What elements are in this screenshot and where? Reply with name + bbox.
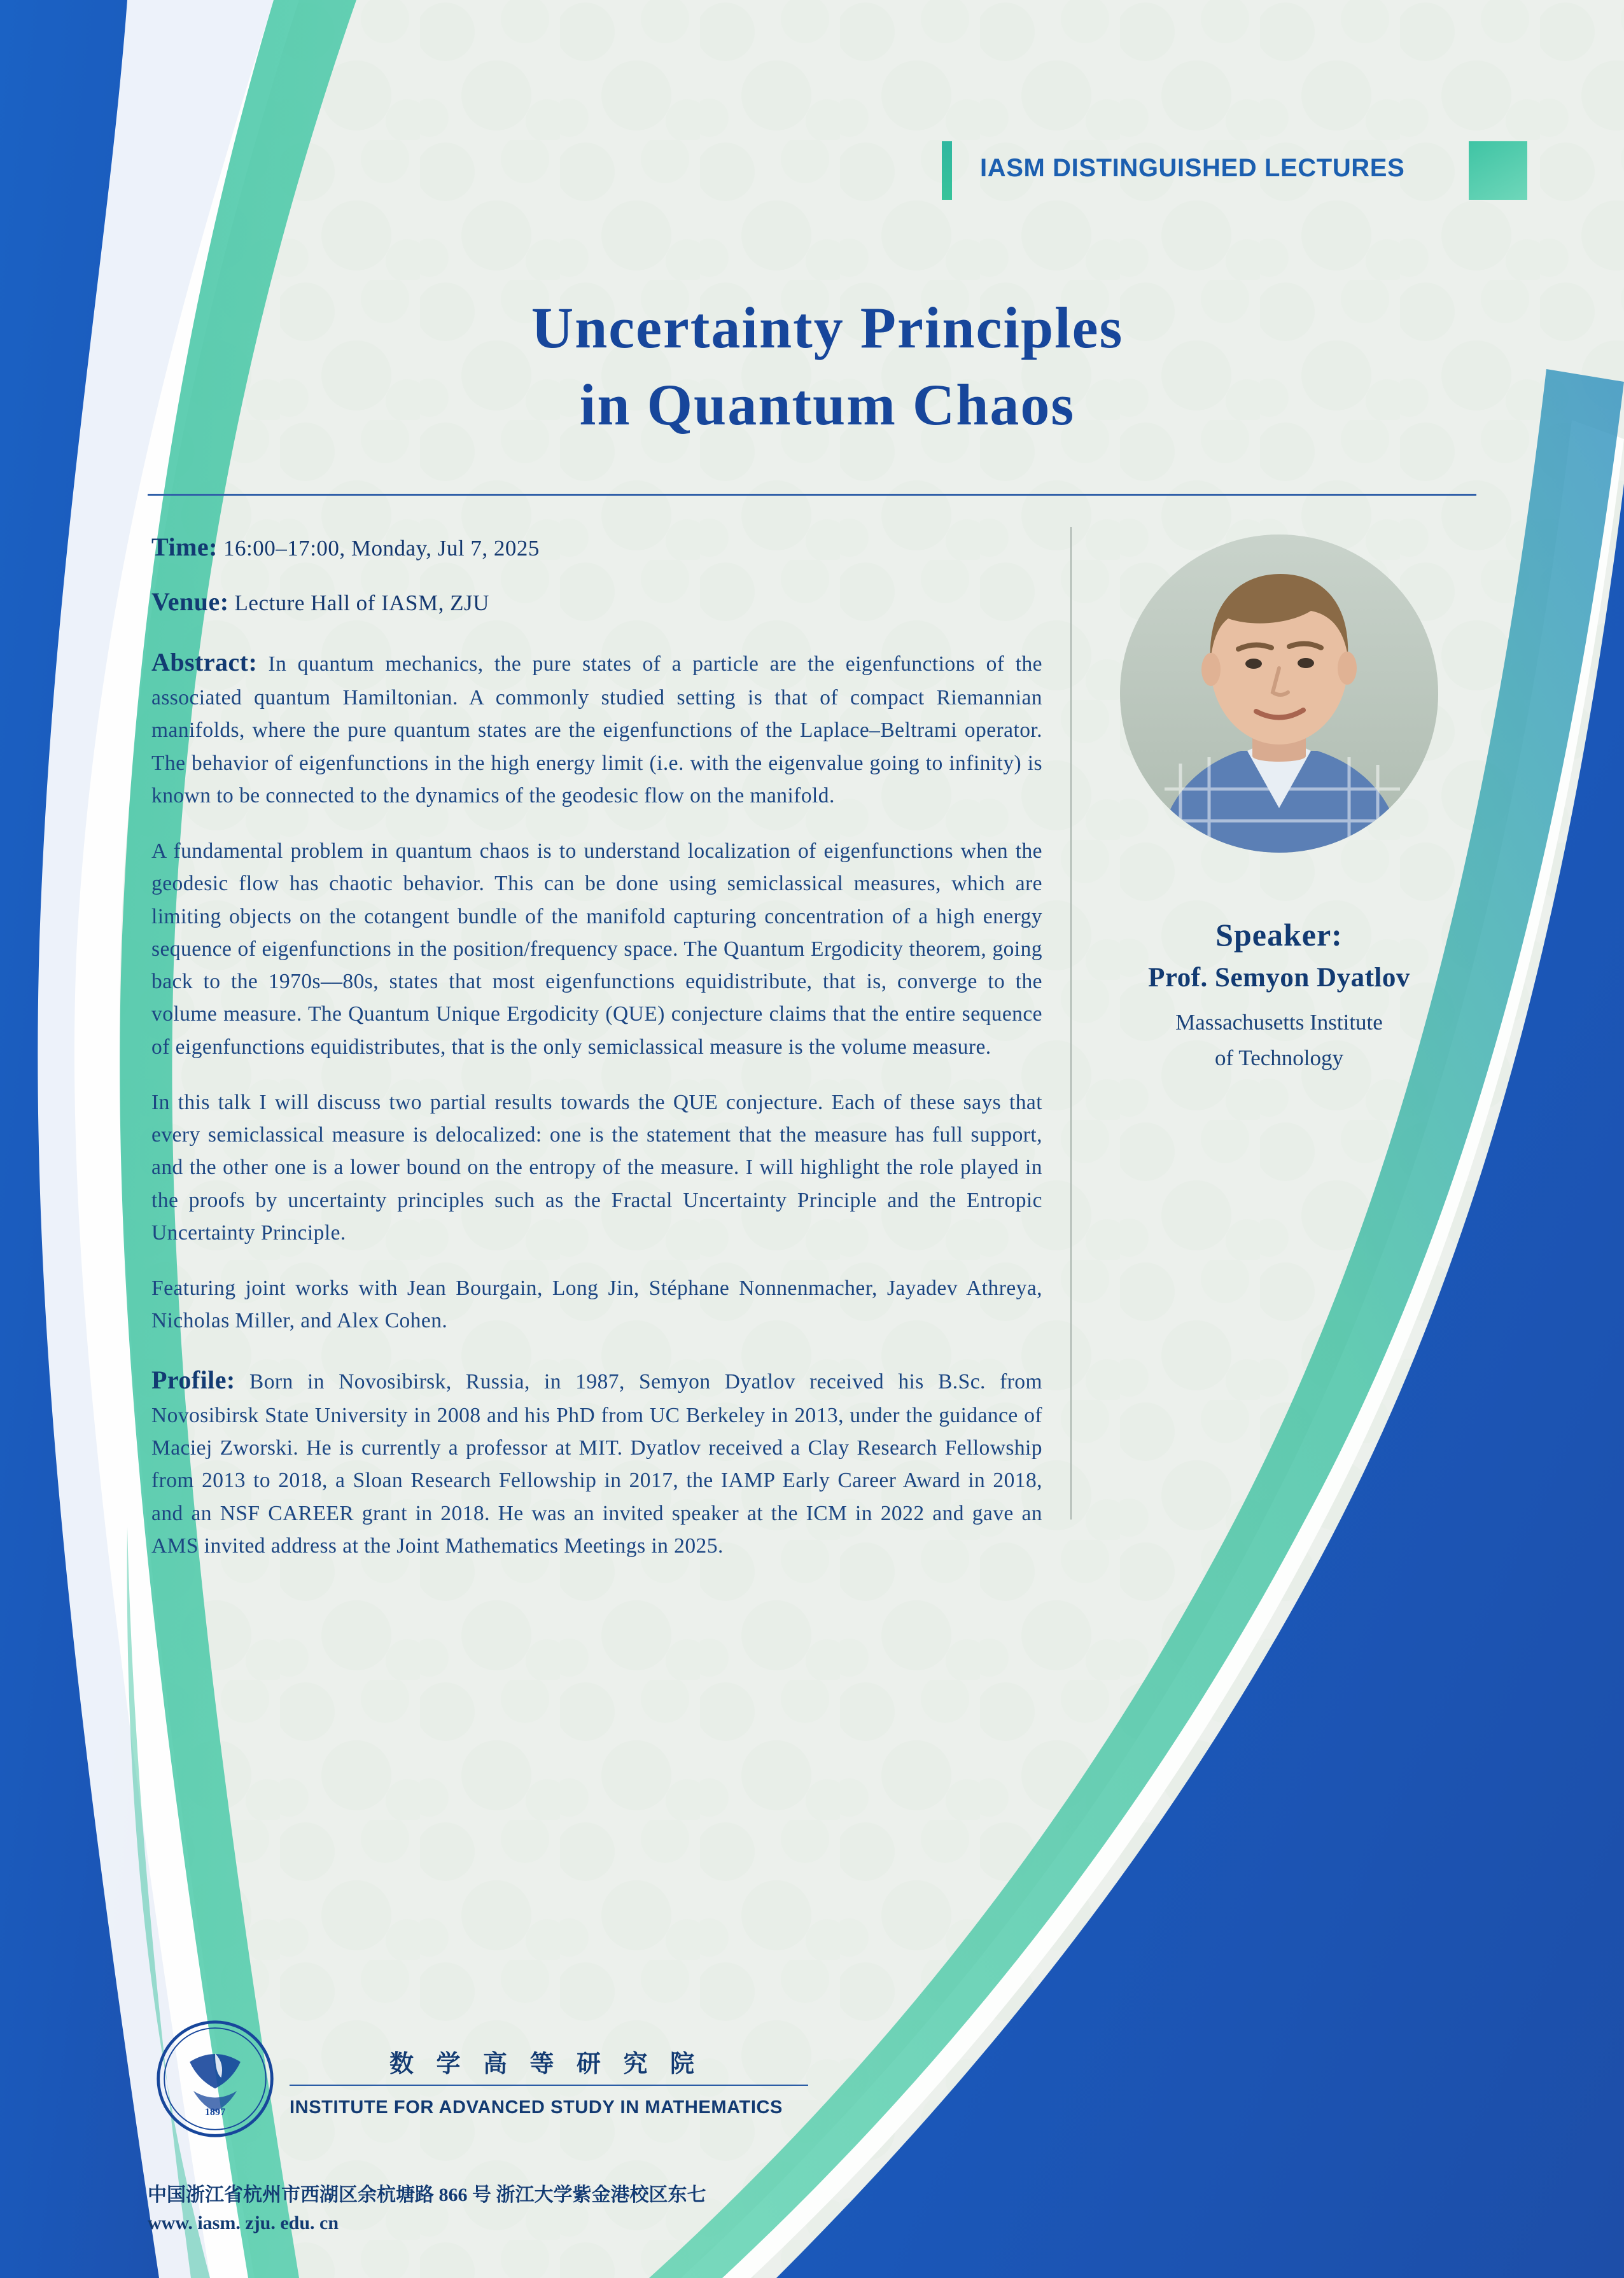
venue-value: Lecture Hall of IASM, ZJU [234,590,489,615]
footer-divider [290,2085,808,2086]
column-divider [1070,527,1072,1520]
abstract-paragraph-2: A fundamental problem in quantum chaos is to understand localization of eigenfunctions when the geodesic flow has chaotic behavior. This can be done using semiclassical measures, which are limiting objects on the cotangent bundle of the manifold capturing concentration of a high energy sequence of eigenfunctions in the position/frequency space. The Quantum Ergodicity theorem, going back to the 1970s––80s, states that most eigenfunctions equidistribute, that is, converge to the volume measure. The Quantum Unique Ergodicity (QUE) conjecture claims that the entire sequence of eigenfunctions equidistributes, that is the only semiclassical measure is the volume measure. [151,839,1042,1059]
profile-label: Profile: [151,1365,235,1394]
abstract-label: Abstract: [151,648,258,676]
speaker-affiliation-line-2: of Technology [1214,1045,1343,1070]
page-title-line-1: Uncertainty Principles [531,295,1124,360]
footer-address [148,2181,706,2237]
speaker-affiliation-line-1: Massachusetts Institute [1175,1010,1383,1035]
speaker-info [1082,916,1476,1076]
abstract-paragraph-3: In this talk I will discuss two partial results towards the QUE conjecture. Each of these says that every semiclassical measure is delocalized: one is the statement that the measure has full support, and the other one is a lower bound on the entropy of the measure. I will highlight the role played in the proofs by uncertainty principles such as the Fractal Uncertainty Principle and the Entropic Uncertainty Principle. [151,1090,1042,1245]
abstract-text-1: In quantum mechanics, the pure states of a particle are the eigenfunctions of the associated quantum Hamiltonian. A commonly studied setting is that of compact Riemannian manifolds, where the pure quantum states are the eigenfunctions of the Laplace–Beltrami operator. The behavior of eigenfunctions in the high energy limit (i.e. with the eigenvalue going to infinity) is known to be connected to the dynamics of the geodesic flow on the manifold. [151,652,1042,807]
abstract-paragraph-1 [151,643,1042,812]
speaker-portrait-illustration [1120,535,1438,853]
main-content [151,528,1042,1562]
time-label: Time: [151,533,218,561]
venue-row [151,583,1042,621]
svg-text:1897: 1897 [204,2107,226,2118]
header-banner [942,141,1527,200]
profile-text: Born in Novosibirsk, Russia, in 1987, Semyon Dyatlov received his B.Sc. from Novosibirsk State University in 2008 and his PhD from UC Berkeley in 2013, under the guidance of Maciej Zworski. He is currently a professor at MIT. Dyatlov received a Clay Research Fellowship from 2013 to 2018, a Sloan Research Fellowship in 2017, the IAMP Early Career Award in 2018, and an NSF CAREER grant in 2018. He was an invited speaker at the ICM in 2022 and gave an AMS invited address at the Joint Mathematics Meetings in 2025. [151,1369,1042,1558]
time-value: 16:00–17:00, Monday, Jul 7, 2025 [223,536,540,561]
institute-name-cn: 数 学 高 等 研 究 院 [389,2051,703,2078]
speaker-photo [1120,535,1438,853]
institute-name-en: INSTITUTE FOR ADVANCED STUDY IN MATHEMATICS [290,2097,783,2118]
time-row [151,528,1042,566]
title-divider [148,494,1476,496]
profile-paragraph [151,1360,1042,1562]
speaker-label: Speaker: [1215,917,1343,953]
zhejiang-university-logo [155,2018,276,2139]
address-line-1: 中国浙江省杭州市西湖区余杭塘路 866 号 浙江大学紫金港校区东七 [148,2184,706,2205]
banner-title: IASM DISTINGUISHED LECTURES [980,154,1405,182]
speaker-name: Prof. Semyon Dyatlov [1148,963,1410,993]
banner-right-block [1469,141,1527,200]
page-title [178,290,1476,444]
banner-left-bar [942,141,952,200]
address-line-2: www. iasm. zju. edu. cn [148,2212,339,2233]
venue-label: Venue: [151,587,229,616]
abstract-paragraph-4: Featuring joint works with Jean Bourgain, Long Jin, Stéphane Nonnenmacher, Jayadev Athreya, Nicholas Miller, and Alex Cohen. [151,1276,1042,1333]
page-title-line-2: in Quantum Chaos [579,372,1075,438]
